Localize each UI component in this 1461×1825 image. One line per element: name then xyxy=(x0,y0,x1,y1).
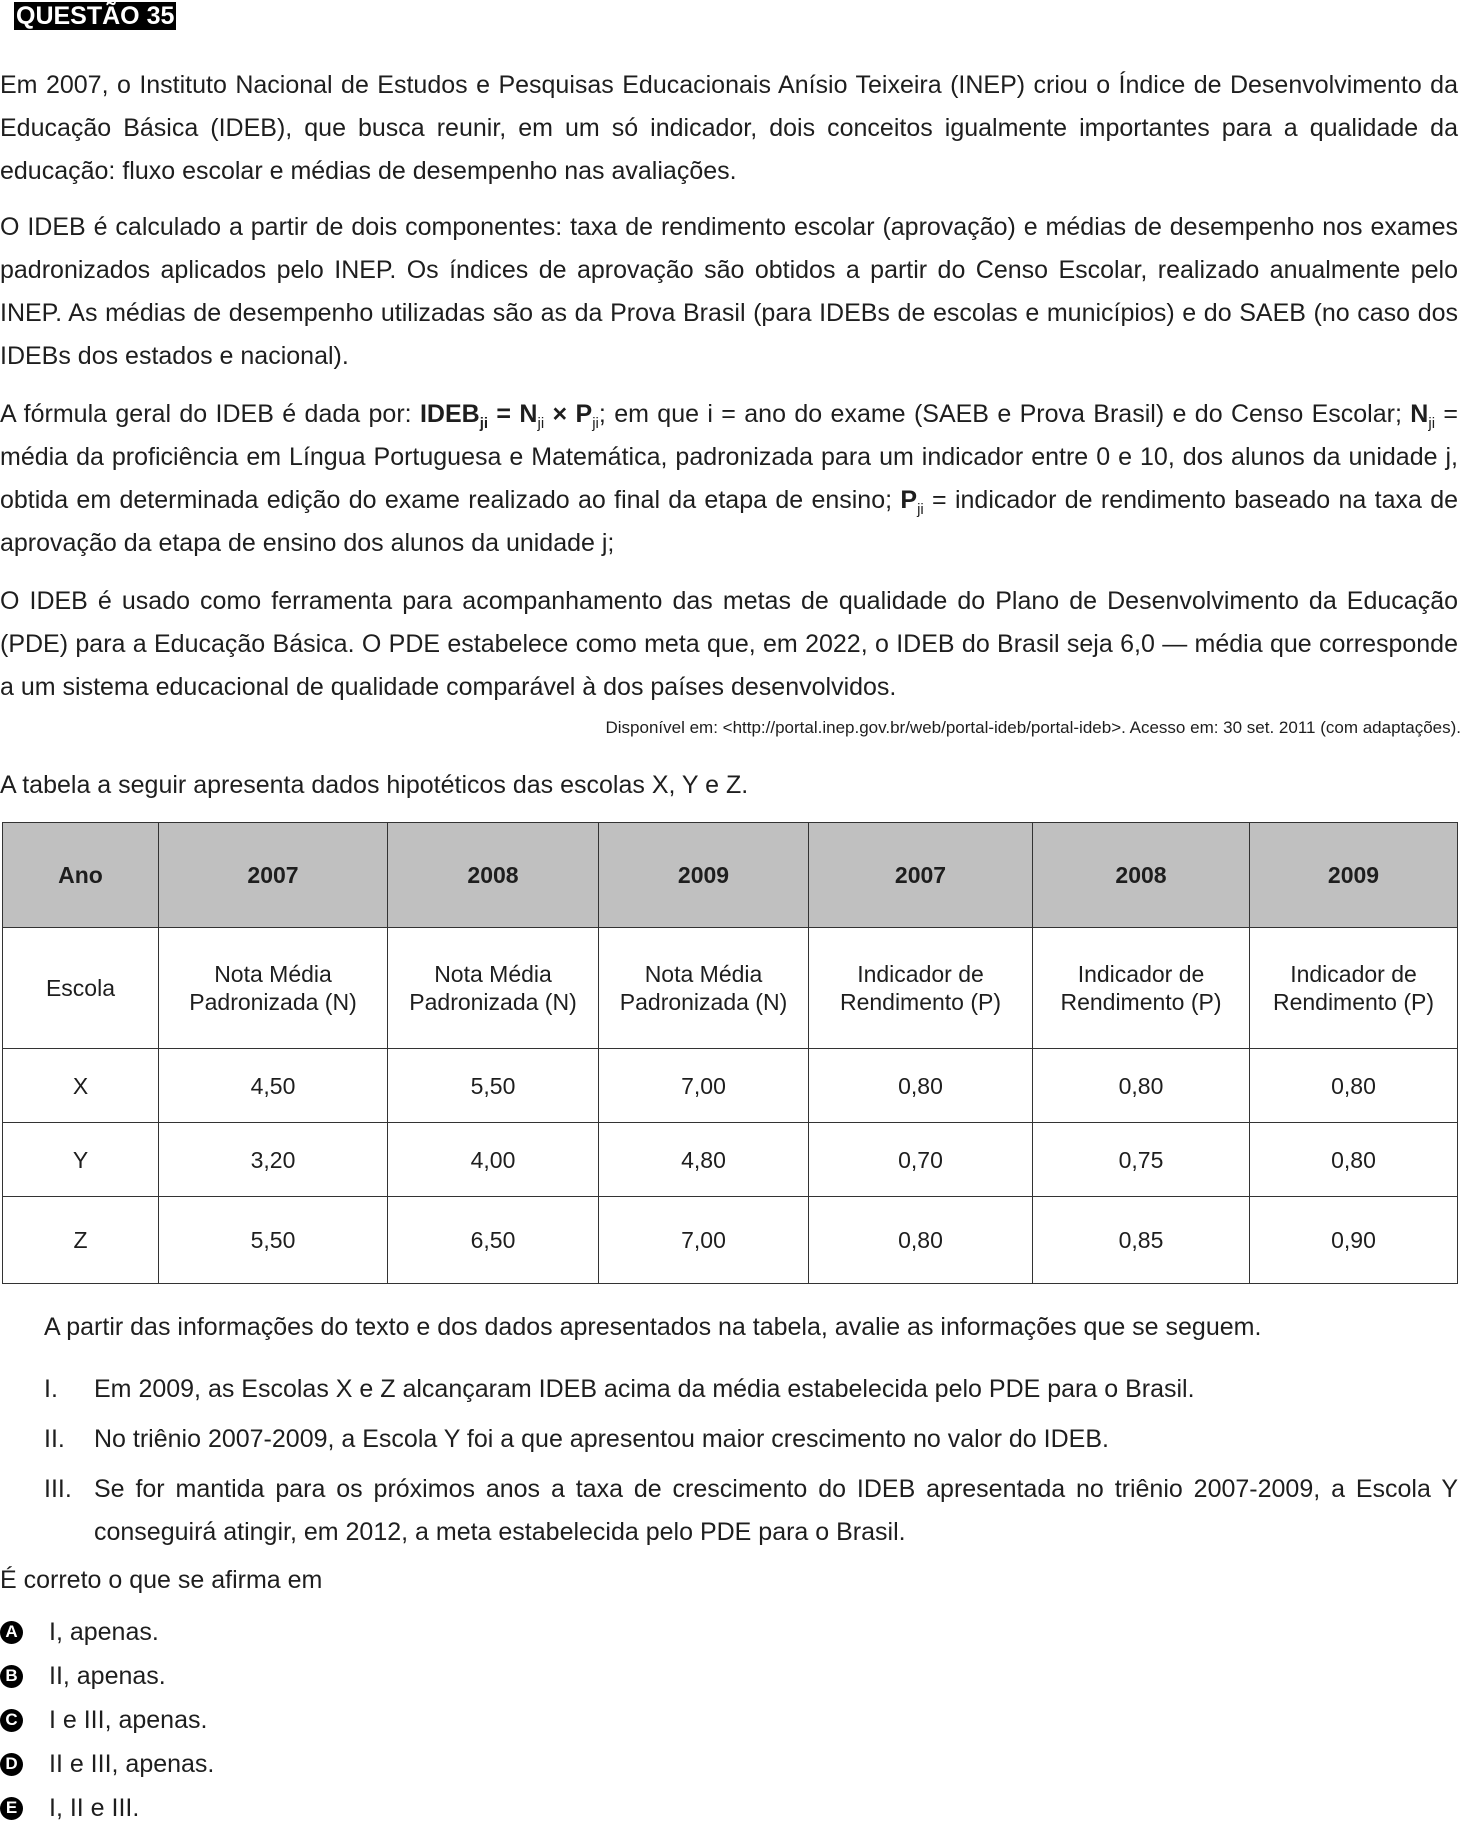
formula-p: P xyxy=(575,400,593,428)
header-cell: 2009 xyxy=(599,823,809,928)
option-a[interactable] xyxy=(0,1615,159,1649)
statement-number: I. xyxy=(44,1375,58,1403)
formula-ideb: $IDEB_{ji} = N$ xyxy=(419,400,538,432)
header-cell: 2009 xyxy=(1250,823,1458,928)
table-cell: 0,80 xyxy=(809,1197,1033,1284)
table-row xyxy=(3,1049,1458,1123)
ideb-data-table xyxy=(2,822,1458,1284)
option-b[interactable] xyxy=(0,1659,166,1693)
paragraph-2: O IDEB é calculado a partir de dois componentes: taxa de rendimento escolar (aprovação) e médias de desempenho nos exames padronizados aplicados pelo INEP. Os índices de aprovação são obtidos a partir do Censo Escolar, realizado anualmente pelo INEP. As médias de desempenho utilizadas são as da Prova Brasil (para IDEBs de escolas e municípios) e do SAEB (no caso dos IDEBs dos estados e nacional). xyxy=(0,213,1458,370)
option-e[interactable] xyxy=(0,1791,139,1825)
option-letter-badge: E xyxy=(0,1797,23,1820)
table-intro: A tabela a seguir apresenta dados hipotéticos das escolas X, Y e Z. xyxy=(0,771,749,799)
table-cell: 0,75 xyxy=(1033,1123,1250,1197)
option-text: I e III, apenas. xyxy=(49,1706,208,1734)
table-cell: 0,80 xyxy=(1033,1049,1250,1123)
statement-text: Em 2009, as Escolas X e Z alcançaram IDEB acima da média estabelecida pelo PDE para o Brasil. xyxy=(94,1375,1195,1403)
statement-number: II. xyxy=(44,1425,65,1453)
formula-after: ; em que i = ano do exame (SAEB e Prova Brasil) e do Censo Escolar; xyxy=(598,400,1411,428)
table-cell: Y xyxy=(3,1123,159,1197)
statement-text: No triênio 2007-2009, a Escola Y foi a que apresentou maior crescimento no valor do IDEB. xyxy=(94,1425,1109,1453)
statement-item xyxy=(44,1418,1458,1461)
table-cell: 6,50 xyxy=(388,1197,599,1284)
subheader-cell: Nota Média Padronizada (N) xyxy=(388,928,599,1049)
subheader-cell: Escola xyxy=(3,928,159,1049)
table-cell: 5,50 xyxy=(388,1049,599,1123)
table-cell: 4,80 xyxy=(599,1123,809,1197)
statement-item xyxy=(44,1368,1458,1411)
table-cell: 0,80 xyxy=(1250,1123,1458,1197)
table-cell: 0,80 xyxy=(1250,1049,1458,1123)
table-cell: 4,00 xyxy=(388,1123,599,1197)
formula-intro: A fórmula geral do IDEB é dada por: xyxy=(0,400,420,428)
header-cell: 2008 xyxy=(1033,823,1250,928)
table-cell: Z xyxy=(3,1197,159,1284)
table-cell: 0,80 xyxy=(809,1049,1033,1123)
option-letter-badge: B xyxy=(0,1665,23,1688)
option-text: II, apenas. xyxy=(49,1662,166,1690)
subheader-cell: Indicador de Rendimento (P) xyxy=(1033,928,1250,1049)
evaluate-instruction: A partir das informações do texto e dos dados apresentados na tabela, avalie as informações que se seguem. xyxy=(44,1313,1262,1341)
paragraph-formula xyxy=(0,393,1458,565)
table-cell: 0,70 xyxy=(809,1123,1033,1197)
subheader-cell: Nota Média Padronizada (N) xyxy=(159,928,388,1049)
subheader-cell: Indicador de Rendimento (P) xyxy=(1250,928,1458,1049)
table-cell: 4,50 xyxy=(159,1049,388,1123)
n-symbol: N xyxy=(1410,400,1429,428)
option-c[interactable] xyxy=(0,1703,207,1737)
times-sign: × xyxy=(544,400,576,428)
n-definition: = média da proficiência em Língua Portuguesa e Matemática, padronizada para um indicador entre 0 e 10, dos alunos da unidade j, obtida em determinada edição do exame realizado ao final da etapa de ensino; xyxy=(0,400,1459,514)
subscript: ji xyxy=(917,501,924,518)
option-text: I, apenas. xyxy=(49,1618,159,1646)
statement-text: Se for mantida para os próximos anos a taxa de crescimento do IDEB apresentada no triênio 2007-2009, a Escola Y conseguirá atingir, em 2012, a meta estabelecida pelo PDE para o Brasil. xyxy=(94,1475,1458,1546)
subheader-cell: Nota Média Padronizada (N) xyxy=(599,928,809,1049)
option-letter-badge: C xyxy=(0,1709,23,1732)
option-d[interactable] xyxy=(0,1747,214,1781)
header-cell: 2007 xyxy=(809,823,1033,928)
table-cell: 7,00 xyxy=(599,1049,809,1123)
option-letter-badge: A xyxy=(0,1621,23,1644)
table-row xyxy=(3,1197,1458,1284)
question-label: QUESTÃO 35 xyxy=(16,2,175,30)
table-subheader-row xyxy=(3,928,1458,1049)
subheader-cell: Indicador de Rendimento (P) xyxy=(809,928,1033,1049)
statement-item xyxy=(44,1468,1458,1554)
header-cell: Ano xyxy=(3,823,159,928)
subscript: ji xyxy=(592,415,599,432)
paragraph-1: Em 2007, o Instituto Nacional de Estudos e Pesquisas Educacionais Anísio Teixeira (INEP) criou o Índice de Desenvolvimento da Educação Básica (IDEB), que busca reunir, em um só indicador, dois conceitos igualmente importantes para a qualidade da educação: fluxo escolar e médias de desempenho nas avaliações. xyxy=(0,71,1458,185)
option-letter-badge: D xyxy=(0,1753,23,1776)
header-cell: 2007 xyxy=(159,823,388,928)
subscript: ji xyxy=(1428,415,1436,432)
option-text: II e III, apenas. xyxy=(49,1750,215,1778)
table-cell: 7,00 xyxy=(599,1197,809,1284)
p-symbol: P xyxy=(900,486,918,514)
table-cell: 0,90 xyxy=(1250,1197,1458,1284)
source-citation: Disponível em: <http://portal.inep.gov.br/web/portal-ideb/portal-ideb>. Acesso em: 30 set. 2011 (com adaptações). xyxy=(605,718,1461,737)
p-definition: = indicador de rendimento baseado na taxa de aprovação da etapa de ensino dos alunos da unidade j; xyxy=(0,486,1458,557)
subscript: ji xyxy=(537,415,545,432)
table-row xyxy=(3,1123,1458,1197)
table-cell: X xyxy=(3,1049,159,1123)
question-prompt: É correto o que se afirma em xyxy=(0,1566,323,1594)
paragraph-4: O IDEB é usado como ferramenta para acompanhamento das metas de qualidade do Plano de Desenvolvimento da Educação (PDE) para a Educação Básica. O PDE estabelece como meta que, em 2022, o IDEB do Brasil seja 6,0 — média que corresponde a um sistema educacional de qualidade comparável à dos países desenvolvidos. xyxy=(0,587,1458,701)
table-cell: 3,20 xyxy=(159,1123,388,1197)
option-text: I, II e III. xyxy=(49,1794,140,1822)
table-header-row xyxy=(3,823,1458,928)
header-cell: 2008 xyxy=(388,823,599,928)
table-cell: 0,85 xyxy=(1033,1197,1250,1284)
table-cell: 5,50 xyxy=(159,1197,388,1284)
statement-number: III. xyxy=(44,1475,72,1503)
